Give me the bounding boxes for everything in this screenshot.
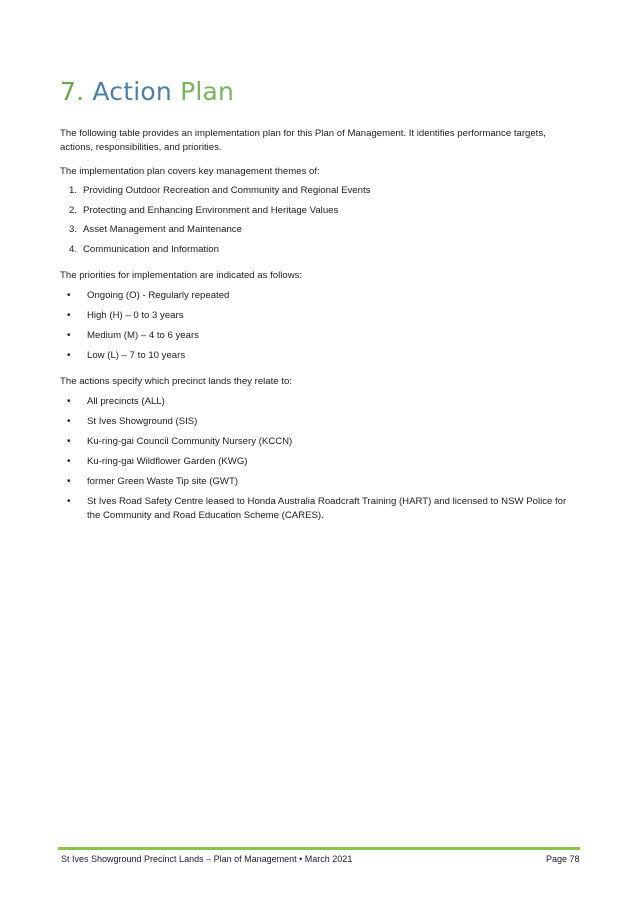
list-item-text: Protecting and Enhancing Environment and Heritage Values [83,204,339,216]
list-item-text: St Ives Showground (SIS) [87,416,198,427]
section-number: 7. [60,77,85,106]
precincts-list [60,395,580,529]
intro-paragraph: The following table provides an implementation plan for this Plan of Management. It identifies performance targets, actions, responsibilities, and priorities. [60,128,546,153]
list-item-text: St Ives Road Safety Centre leased to Honda Australia Roadcraft Training (HART) and licensed to NSW Police for the Community and Road Education Scheme (CARES). [87,496,567,521]
list-item [60,395,580,409]
list-item-text: All precincts (ALL) [87,396,165,407]
list-number: 1. [69,185,78,196]
list-item-text: Ku-ring-gai Wildflower Garden (KWG) [87,456,248,467]
list-item-text: Communication and Information [83,243,219,255]
section-title-word-2: Plan [180,77,235,106]
list-item [60,289,580,303]
bullet-icon: • [67,350,71,361]
list-item [60,243,580,257]
priorities-list [60,289,580,369]
list-item-text: Ongoing (O) - Regularly repeated [87,290,230,301]
footer-page-number: Page 78 [546,854,580,864]
list-item-text: Low (L) – 7 to 10 years [87,350,186,361]
list-number: 4. [69,243,78,255]
bullet-icon: • [67,436,71,447]
list-number: 3. [69,224,78,235]
list-item [60,495,580,523]
bullet-icon: • [67,330,71,341]
list-item [60,309,580,323]
bullet-icon: • [67,476,71,487]
bullet-icon: • [67,496,71,507]
footer-document-title: St Ives Showground Precinct Lands – Plan of Management • March 2021 [61,854,353,864]
list-item [60,415,580,429]
themes-intro-paragraph: The implementation plan covers key management themes of: [60,166,320,177]
list-item-text: High (H) – 0 to 3 years [87,310,184,321]
section-title-word-1: Action [92,77,172,106]
actions-intro-paragraph: The actions specify which precinct lands they relate to: [60,376,292,387]
list-item-text: Asset Management and Maintenance [83,224,242,235]
bullet-icon: • [67,456,71,467]
section-heading [60,76,234,108]
list-item-text: Ku-ring-gai Council Community Nursery (KCCN) [87,436,293,447]
list-item [60,184,580,198]
list-item [60,223,580,237]
list-item [60,329,580,343]
list-item [60,204,580,218]
list-item-text: Medium (M) – 4 to 6 years [87,330,199,341]
list-item-text: former Green Waste Tip site (GWT) [87,476,239,487]
list-item-text: Providing Outdoor Recreation and Community and Regional Events [83,185,371,196]
footer-rule [58,847,580,850]
bullet-icon: • [67,416,71,427]
list-item [60,455,580,469]
bullet-icon: • [67,290,71,301]
themes-list [60,184,580,262]
list-item [60,349,580,363]
list-number: 2. [69,204,78,216]
priorities-intro-paragraph: The priorities for implementation are indicated as follows: [60,270,303,281]
list-item [60,475,580,489]
bullet-icon: • [67,396,71,407]
bullet-icon: • [67,310,71,321]
list-item [60,435,580,449]
